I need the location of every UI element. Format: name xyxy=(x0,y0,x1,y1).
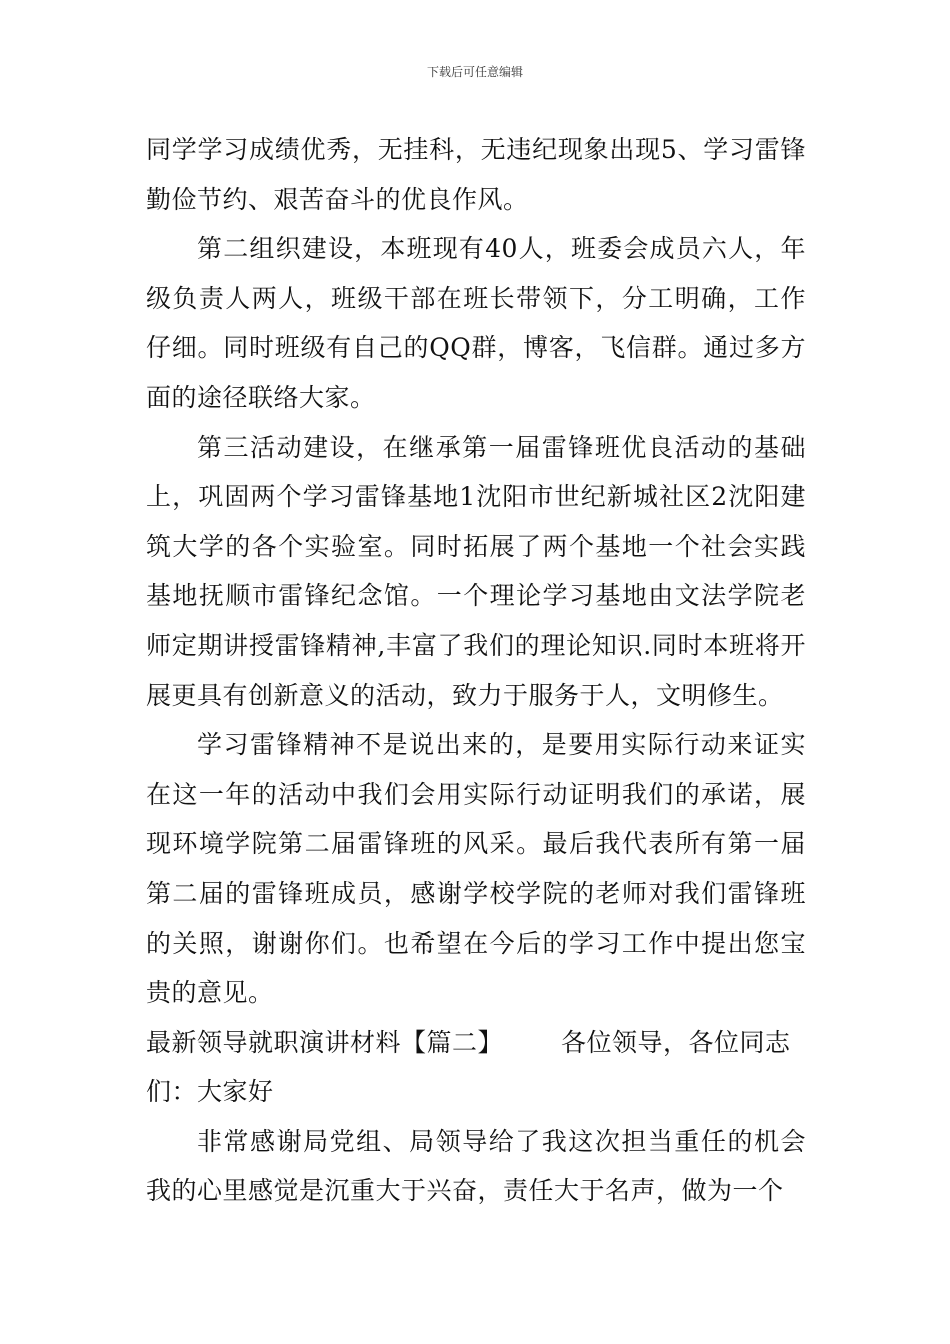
section-greeting: 各位领导，各位同志们：大家好 xyxy=(146,1027,791,1107)
document-body xyxy=(146,125,806,1216)
paragraph-organization: 第二组织建设，本班现有40人，班委会成员六人，年级负责人两人，班级干部在班长带领下，分工明确，工作仔细。同时班级有自己的QQ群，博客，飞信群。通过多方面的途径联络大家。 xyxy=(146,234,806,412)
page-header: 下载后可任意编辑 xyxy=(426,65,523,79)
paragraph-closing: 非常感谢局党组、局领导给了我这次担当重任的机会我的心里感觉是沉重大于兴奋，责任大于名声，做为一个 xyxy=(146,1126,806,1206)
section-heading xyxy=(146,1018,806,1117)
paragraph-continued: 同学学习成绩优秀，无挂科，无违纪现象出现5、学习雷锋勤俭节约、艰苦奋斗的优良作风。 xyxy=(146,135,806,214)
section-title: 最新领导就职演讲材料【篇二】 xyxy=(146,1027,504,1057)
paragraph-spirit: 学习雷锋精神不是说出来的，是要用实际行动来证实在这一年的活动中我们会用实际行动证明我们的承诺，展现环境学院第二届雷锋班的风采。最后我代表所有第一届第二届的雷锋班成员，感谢学校学院的老师对我们雷锋班的关照，谢谢你们。也希望在今后的学习工作中提出您宝贵的意见。 xyxy=(146,730,806,1008)
paragraph-activities: 第三活动建设，在继承第一届雷锋班优良活动的基础上，巩固两个学习雷锋基地1沈阳市世纪新城社区2沈阳建筑大学的各个实验室。同时拓展了两个基地一个社会实践基地抚顺市雷锋纪念馆。一个理论学习基地由文法学院老师定期讲授雷锋精神,丰富了我们的理论知识.同时本班将开展更具有创新意义的活动，致力于服务于人，文明修生。 xyxy=(146,432,806,710)
